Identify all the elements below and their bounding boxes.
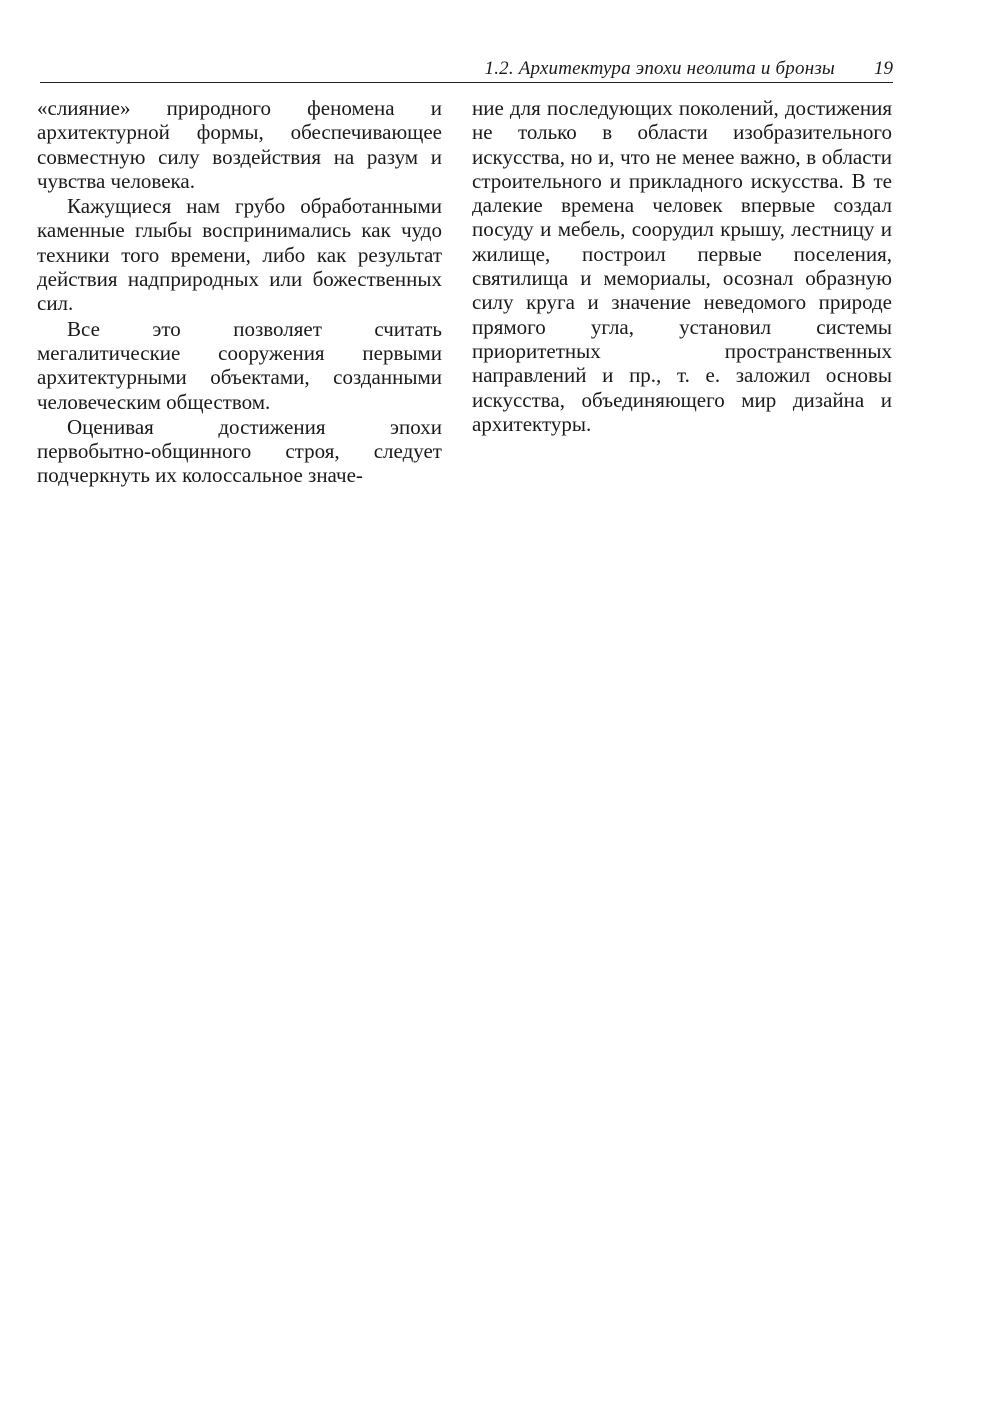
- right-column: [472, 96, 892, 436]
- header-rule: [40, 82, 893, 83]
- page-number: 19: [874, 58, 893, 79]
- paragraph: Оценивая достижения эпохи первобытно-общинного строя, следует подчеркнуть их колоссальное значе-: [37, 414, 442, 488]
- paragraph: «слияние» природного феномена и архитектурной формы, обеспечивающее совместную силу воздействия на разум и чувства человека.: [37, 96, 442, 193]
- left-column: [37, 96, 442, 488]
- running-title: 1.2. Архитектура эпохи неолита и бронзы: [484, 58, 835, 79]
- paragraph: Все это позволяет считать мегалитические сооружения первыми архитектурными объектами, созданными человеческим обществом.: [37, 316, 442, 414]
- paragraph: Кажущиеся нам грубо обработанными каменные глыбы воспринимались как чудо техники того времени, либо как результат действия надприродных или божественных сил.: [37, 194, 442, 316]
- running-head: [40, 52, 893, 82]
- paragraph: ние для последующих поколений, достижения не только в области изобразительного искусства, но и, что не менее важно, в области строительного и прикладного искусства. В те далекие времена человек впервые создал посуду и мебель, соорудил крышу, лестницу и жилище, построил первые поселения, святилища и мемориалы, осознал образную силу круга и значение неведомого природе прямого угла, установил системы приоритетных пространственных направлений и пр., т. е. заложил основы искусства, объединяющего мир дизайна и архитектуры.: [472, 96, 892, 436]
